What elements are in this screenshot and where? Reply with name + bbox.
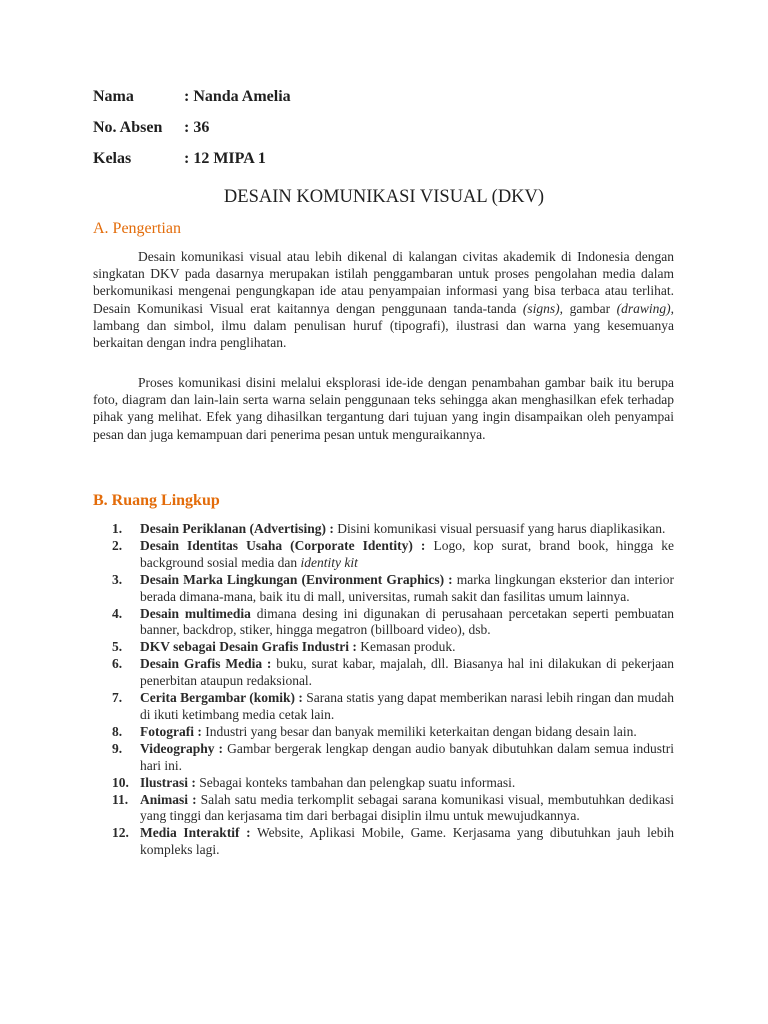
list-number: 10. — [112, 774, 129, 790]
paragraph-definition — [93, 248, 674, 351]
list-item — [93, 538, 674, 572]
list-item — [93, 792, 674, 826]
paragraph-text: , gambar — [559, 300, 617, 316]
list-item — [93, 741, 674, 775]
identity-label: No. Absen — [93, 119, 163, 136]
list-description: Sarana statis yang dapat memberikan narasi lebih ringan dan mudah di ikuti ketimbang media cetak lain. — [140, 690, 675, 722]
identity-label: Kelas — [93, 150, 132, 167]
identity-label: Nama — [93, 88, 134, 105]
identity-value: : Nanda Amelia — [184, 88, 291, 105]
paragraph-text: Desain komunikasi visual atau lebih dikenal di kalangan civitas akademik di Indonesia dengan singkatan DKV pada dasarnya merupakan istilah penggambaran untuk proses pengolahan media dalam berkomunikasi mengenai pengungkapan ide atau penyampaian informasi yang bisa terbaca atau terlihat. Desain Komunikasi Visual erat kaitannya dengan penggunaan tanda-tanda — [93, 249, 674, 316]
italic-term: (drawing) — [616, 300, 671, 316]
list-term: Media Interaktif : — [140, 825, 251, 841]
paragraph-text: , lambang dan simbol, ilmu dalam penulisan huruf (tipografi), ilustrasi dan warna yang kesemuanya berkaitan dengan indra penglihatan. — [93, 300, 674, 351]
list-description: marka lingkungan eksterior dan interior berada dimana-mana, baik itu di mall, universitas, rumah sakit dan fasilitas umum lainnya. — [140, 571, 675, 604]
italic-term: (signs) — [522, 300, 560, 316]
list-item — [93, 775, 674, 792]
document-title: DESAIN KOMUNIKASI VISUAL (DKV) — [223, 187, 545, 207]
identity-row-name — [93, 86, 291, 117]
list-description: dimana desing ini digunakan di perusahaan percetakan seperti pembuatan banner, backdrop, stiker, hingga megatron (billboard video), dsb. — [140, 605, 674, 638]
list-description: Industri yang besar dan banyak memiliki keterkaitan dengan bidang desain lain. — [201, 723, 637, 739]
list-number: 8. — [112, 723, 123, 739]
list-description: buku, surat kabar, majalah, dll. Biasanya hal ini dilakukan di pekerjaan penerbitan ataupun redaksional. — [140, 656, 674, 689]
list-description: Kemasan produk. — [356, 639, 456, 655]
list-term: Desain Grafis Media : — [140, 656, 272, 672]
list-description: Logo, kop surat, brand book, hingga ke background sosial media dan — [140, 537, 674, 570]
list-description: Sebagai konteks tambahan dan pelengkap suatu informasi. — [195, 774, 516, 790]
list-term: Desain Periklanan (Advertising) : — [140, 521, 334, 536]
list-term: Desain multimedia — [140, 605, 251, 621]
list-description: Salah satu media terkomplit sebagai sarana komunikasi visual, membutuhkan dedikasi yang tinggi dan kerjasama tim dari berbagai disiplin ilmu untuk mewujudkannya. — [140, 791, 674, 824]
identity-row-number — [93, 117, 291, 148]
list-item — [93, 572, 674, 606]
list-number: 3. — [112, 571, 123, 587]
section-heading-ruang-lingkup: B. Ruang Lingkup — [93, 492, 220, 509]
list-term: Desain Marka Lingkungan (Environment Graphics) : — [140, 571, 453, 587]
list-number: 9. — [112, 740, 123, 756]
list-term: DKV sebagai Desain Grafis Industri : — [140, 639, 357, 655]
list-number: 6. — [112, 656, 123, 672]
list-term: Cerita Bergambar (komik) : — [140, 690, 303, 706]
identity-value: : 36 — [184, 119, 210, 136]
list-item — [93, 825, 674, 859]
list-number: 5. — [112, 639, 123, 655]
list-number: 11. — [112, 791, 129, 807]
list-description: Gambar bergerak lengkap dengan audio banyak dibutuhkan dalam semua industri hari ini. — [140, 740, 674, 773]
list-item — [93, 606, 674, 640]
list-term: Ilustrasi : — [140, 774, 196, 790]
list-number: 7. — [112, 690, 123, 706]
list-item — [93, 724, 674, 741]
list-number: 1. — [112, 521, 123, 536]
student-identity — [93, 86, 291, 179]
section-heading-pengertian: A. Pengertian — [93, 220, 181, 237]
list-description: Disini komunikasi visual persuasif yang harus diaplikasikan. — [333, 521, 666, 536]
list-term: Fotografi : — [140, 723, 202, 739]
list-number: 12. — [112, 825, 129, 841]
list-term: Desain Identitas Usaha (Corporate Identity) : — [140, 537, 426, 553]
list-description-italic: identity kit — [300, 554, 358, 570]
paragraph-process: Proses komunikasi disini melalui eksplorasi ide-ide dengan penambahan gambar baik itu berupa foto, diagram dan lain-lain serta warna selain penggunaan teks sehingga akan menghasilkan efek terhadap pihak yang melihat. Efek yang dihasilkan tergantung dari tujuan yang ingin disampaikan oleh penyampai pesan dan juga kemampuan dari penerima pesan untuk menguraikannya. — [93, 375, 674, 442]
list-item — [93, 521, 674, 538]
list-term: Videography : — [140, 740, 224, 756]
scope-list — [93, 521, 674, 859]
list-number: 4. — [112, 605, 123, 621]
identity-value: : 12 MIPA 1 — [184, 150, 266, 167]
list-item — [93, 690, 674, 724]
list-item — [93, 639, 674, 656]
list-number: 2. — [112, 537, 123, 553]
list-item — [93, 656, 674, 690]
identity-row-class — [93, 148, 291, 179]
list-description: Website, Aplikasi Mobile, Game. Kerjasama yang dibutuhkan jauh lebih kompleks lagi. — [140, 825, 674, 858]
list-term: Animasi : — [140, 791, 197, 807]
